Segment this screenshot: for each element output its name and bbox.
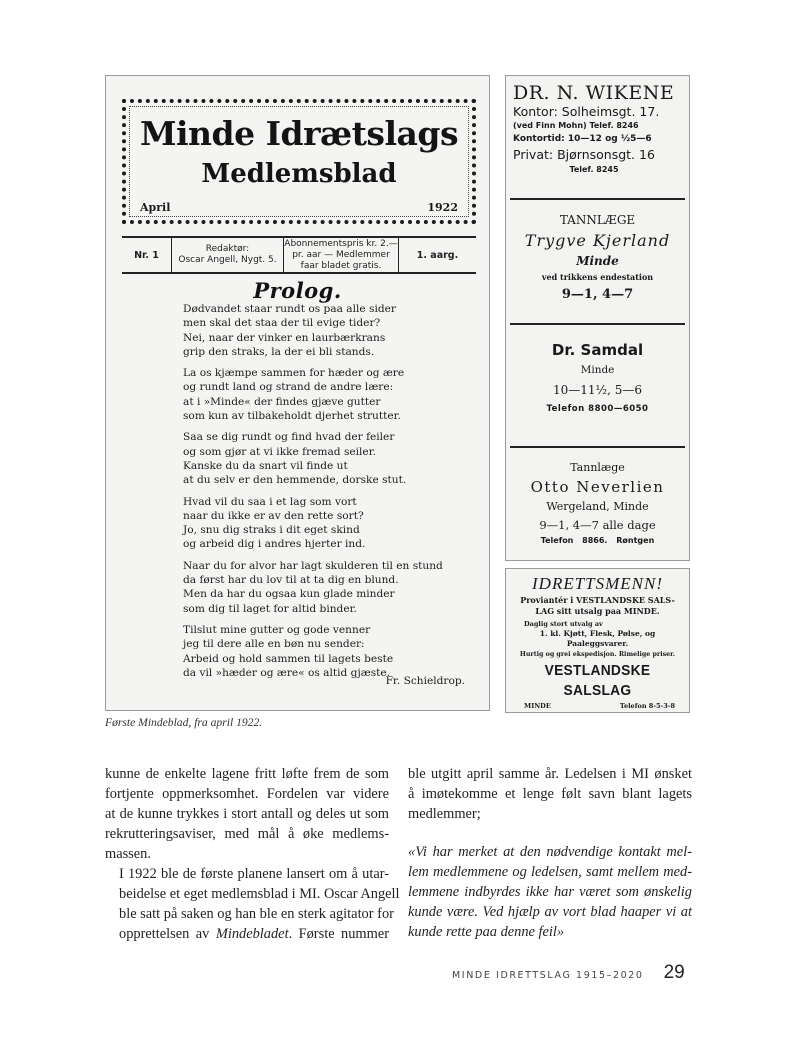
ad-neverlien-profession: Tannlæge [570,461,625,474]
text-line: I 1922 ble de første planene lansert om å utar- [119,866,389,882]
ad-salslag-line-5: Paaleggsvarer. [566,639,629,648]
poem-line: at du selv er den hemmende, dorske stut. [183,474,407,487]
ad-divider [510,446,685,448]
volume: 1. aarg. [416,249,459,261]
advertisements-image [505,75,690,561]
issue-number-cell [122,238,172,272]
masthead-month: April [140,201,171,214]
poem-line: Tilslut mine gutter og gode venner [183,623,371,636]
issue-number: Nr. 1 [134,249,159,261]
masthead-year: 1922 [427,201,458,214]
editor-label: Redaktør: [205,244,250,254]
poem-line: men skal det staa der til evige tider? [183,317,381,330]
volume-cell [399,238,476,272]
ad-wikene-name: DR. N. WIKENE [513,82,675,104]
stanza [183,302,483,359]
poem-line: Nei, naar der vinker en laurbærkrans [183,331,386,344]
ad-neverlien [506,460,689,548]
text-line: fortjente oppmerksomhet. Fordelen var videre [105,786,389,802]
poem-line: og rundt land og strand de andre lære: [183,381,394,394]
quote-line: kunde være. Ved hjælp av vort blad haaper vi at [408,904,692,920]
ad-salslag-line-1: Proviantér i VESTLANDSKE SALS- [520,595,675,605]
poem-line: La os kjæmpe sammen for hæder og ære [183,367,405,380]
ad-salslag-line-6: Hurtig og grei ekspedisjon. Rimelige priser. [519,651,676,658]
ad-wikene-office-note: (ved Finn Mohn) Telef. 8246 [513,121,639,130]
ad-kjerland-hours: 9—1, 4—7 [561,287,634,302]
ad-salslag-headline: IDRETTSMENN! [532,574,663,593]
subscription-line-1: Abonnementspris kr. 2.— [284,238,398,249]
ad-neverlien-name: Otto Neverlien [530,478,665,496]
paragraph [105,864,400,944]
ad-kjerland-profession: TANNLÆGE [559,213,636,227]
masthead-subtitle: Medlemsblad [201,159,397,189]
poem-author: Fr. Schieldrop. [385,675,465,687]
stanza [183,366,483,423]
ad-salslag-line-2: LAG sitt utsalg paa MINDE. [535,606,660,616]
editor-value: Oscar Angell, Nygt. 5. [178,255,277,265]
poem-line: som dig til laget for altid binder. [183,602,357,615]
stanza [183,430,483,487]
ad-samdal-name: Dr. Samdal [551,341,644,359]
poem-title: Prolog. [253,278,342,303]
poem-body [183,302,483,687]
ad-kjerland [506,210,689,306]
poem-line: jeg til dere alle en bøn nu sender: [183,638,365,651]
poem-line: og som gjør at vi ikke fremad seiler. [183,445,376,458]
poem-line: og arbeid dig i andres hjerter ind. [183,538,366,551]
text-line: å imøtekomme et lenge følt savn blant lagets [408,786,692,802]
ad-wikene-private-phone: Telef. 8245 [569,165,619,174]
text-line: at de kunne trykkes i stort antall og deles ut som [105,806,389,822]
newspaper-clipping-image [105,75,490,711]
ad-wikene-hours: Kontortid: 10—12 og ½5—6 [513,134,652,144]
ad-samdal-hours: 10—11½, 5—6 [552,383,643,397]
poem-line: Saa se dig rundt og find hvad der feiler [183,431,395,444]
body-column-right [408,764,692,942]
ad-kjerland-location: ved trikkens endestation [541,272,654,282]
subscription-cell [284,238,399,272]
poem-line: naar du ikke er av den rette sort? [183,509,364,522]
poem-line: grip den straks, la der ei bli stands. [183,345,375,358]
masthead-date-row [140,201,458,214]
poem-line: Men da har du ogsaa kun glade minder [183,588,395,601]
subscription-line-2: pr. aar — Medlemmer [292,249,390,260]
ad-kjerland-name: Trygve Kjerland [524,231,671,250]
poem-line: at i »Minde« der findes gjæve gutter [183,395,381,408]
ad-salslag-line-3: Daglig stort utvalg av [524,620,603,628]
poem-line: som kun av tilbakeholdt djerhet strutter. [183,410,401,423]
text-line: beidelse et eget medlemsblad i MI. Oscar Angell [119,886,400,902]
quote-line: kunde rette paa denne feil» [408,924,565,940]
body-column-left [105,764,400,944]
ad-wikene [506,82,689,176]
stanza [183,559,483,616]
paragraph [408,764,692,824]
ad-samdal-phone: Telefon 8800—6050 [546,404,649,414]
ad-kjerland-place: Minde [576,254,619,268]
ad-samdal-place: Minde [580,364,615,376]
running-title: MINDE IDRETTSLAG 1915–2020 [452,970,644,981]
ad-salslag-line-4: 1. kl. Kjøtt, Flesk, Pølse, og [539,629,656,638]
ad-neverlien-address: Wergeland, Minde [546,500,649,513]
poem-line: da vil »hæder og ære« os altid gjæste. [183,666,391,679]
text-line: medlemmer; [408,806,481,822]
masthead-title: Minde Idrætslags [139,114,459,153]
issue-info-bar [122,236,476,274]
text-line: kunne de enkelte lagene fritt løfte frem de som [105,766,389,782]
paragraph [105,764,389,864]
poem-line: Arbeid og hold sammen til lagets beste [183,652,394,665]
editor-cell [172,238,284,272]
figure-caption: Første Mindeblad, fra april 1922. [105,716,263,729]
text-fragment: . Første nummer [288,926,390,942]
text-line: rekrutteringsaviser, med mål å øke medlems- [105,826,389,842]
text-line [105,924,389,944]
quote-line: «Vi har merket at den nødvendige kontakt mel- [408,844,692,860]
ad-salslag-brand: VESTLANDSKE SALSLAG [544,662,651,699]
ad-wikene-private: Privat: Bjørnsonsgt. 16 [513,147,655,162]
poem-line: Jo, snu dig straks i dit eget skind [183,524,360,537]
poem-line: Kanske du da snart vil finde ut [183,459,348,472]
poem-line: Hvad vil du saa i et lag som vort [183,495,357,508]
masthead [122,99,476,224]
ad-salslag-phone: Telefon 8-5-3-8 [619,702,675,710]
publication-title: Mindebladet [215,926,289,942]
ad-salslag-footer [506,701,689,712]
stanza [183,495,483,552]
ad-neverlien-phone: Telefon 8866. Røntgen [540,536,655,545]
text-line: ble utgitt april samme år. Ledelsen i MI ønsket [408,766,692,782]
block-quote [408,842,692,942]
text-fragment: opprettelsen av [119,926,216,942]
ad-divider [510,323,685,325]
quote-line: lemmene indbyrdes ikke har været som ønskelig [408,884,692,900]
stanza [183,623,483,680]
text-line: ble satt på saken og han ble en sterk agitator for [119,906,394,922]
page-number: 29 [663,962,685,983]
page-footer [452,962,685,984]
quote-line: lem medlemmene og ledelsen, samt mellem med- [408,864,692,880]
poem-line: Dødvandet staar rundt os paa alle sider [183,303,396,315]
ad-vestlandske-salslag [505,568,690,713]
subscription-line-3: faar bladet gratis. [300,260,382,271]
ad-neverlien-hours: 9—1, 4—7 alle dage [539,518,656,532]
ad-salslag-place: MINDE [524,702,551,710]
ad-divider [510,198,685,200]
poem-line: da først har du lov til at ta dig en blund. [183,574,399,587]
text-line: massen. [105,846,151,862]
poem-line: Naar du for alvor har lagt skulderen til en stund [183,559,443,572]
ad-samdal [506,338,689,416]
ad-wikene-office: Kontor: Solheimsgt. 17. [513,104,660,119]
